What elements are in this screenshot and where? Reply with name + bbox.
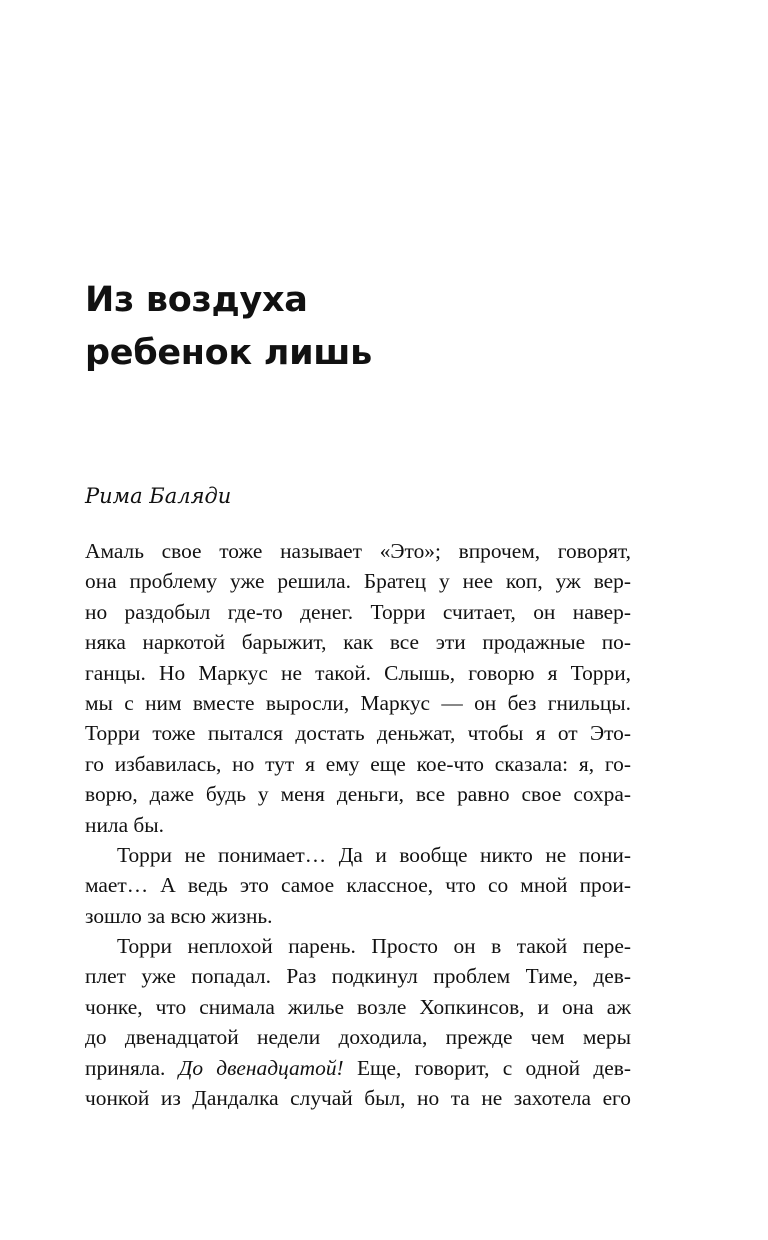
text-line: нила бы. [85,812,165,837]
chapter-title-line-1: Из воздуха [85,280,308,320]
text-line: до двенадцатой недели доходила, прежде чем меры [85,1025,631,1050]
author-name: Рима Баляди [85,484,232,508]
text-line: она проблему уже решила. Братец у нее коп, уж вер- [85,569,631,594]
text-line: мы с ним вместе выросли, Маркус — он без гнильцы. [85,690,631,715]
text-line: чонкой из Дандалка случай был, но та не захотела его [85,1086,631,1111]
body-text [85,536,631,1113]
text-line: но раздобыл где-то денег. Торри считает, он навер- [85,599,631,624]
text-line: ворю, даже будь у меня деньги, все равно свое сохра- [85,782,631,807]
chapter-title-line-2: ребенок лишь [85,333,372,373]
text-segment: приняла. [85,1055,179,1080]
text-line: Амаль свое тоже называет «Это»; впрочем, говорят, [85,539,631,563]
text-line [85,1053,631,1083]
text-line: зошло за всю жизнь. [85,903,273,928]
text-line: го избавилась, но тут я ему еще кое-что сказала: я, го- [85,751,631,776]
text-line: чонке, что снимала жилье возле Хопкинсов, и она аж [85,994,631,1019]
text-line: плет уже попадал. Раз подкинул проблем Тиме, дев- [85,964,631,989]
text-line: Торри тоже пытался достать деньжат, чтобы я от Это- [85,721,631,746]
text-line: мает… А ведь это самое классное, что со мной прои- [85,873,631,898]
text-line: ганцы. Но Маркус не такой. Слышь, говорю я Торри, [85,660,631,685]
text-line: няка наркотой барыжит, как все эти продажные по- [85,630,631,655]
text-line: Торри неплохой парень. Просто он в такой пере- [117,934,631,959]
text-line: Торри не понимает… Да и вообще никто не пони- [117,842,631,867]
chapter-title [85,274,372,380]
emphasis-text: До двенадцатой! [178,1055,344,1080]
text-segment: Еще, говорит, с одной дев- [343,1055,631,1080]
